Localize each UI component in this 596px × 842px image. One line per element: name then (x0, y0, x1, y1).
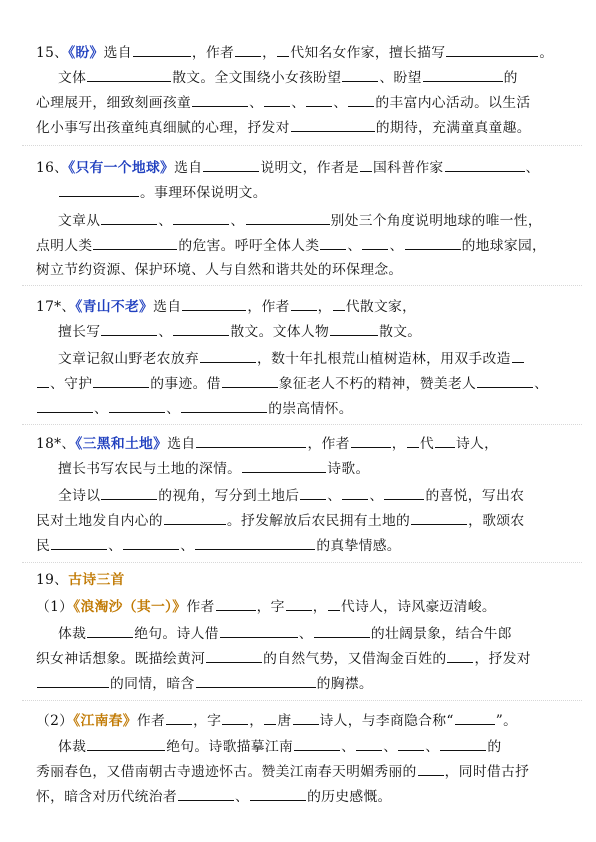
text-line (36, 398, 353, 419)
text-line (36, 535, 401, 556)
line-text: 、 (94, 401, 109, 417)
section-title: 《浪淘沙（其一）》 (73, 599, 187, 615)
line-text: 18*、 (36, 436, 76, 452)
text-line (36, 648, 531, 669)
blank-line[interactable] (512, 348, 524, 363)
blank-line[interactable] (235, 42, 261, 57)
blank-line[interactable] (435, 433, 455, 448)
line-text: 选自 (167, 436, 196, 452)
text-line (36, 373, 548, 394)
line-text: ，字 (193, 713, 222, 729)
blank-line[interactable] (222, 710, 248, 725)
blank-line[interactable] (320, 235, 346, 250)
line-text: 、守护 (50, 376, 93, 392)
line-text: 体裁 (58, 739, 87, 755)
line-text: 绝句。诗人借 (134, 626, 219, 642)
blank-line[interactable] (411, 510, 467, 525)
line-text: 、 (166, 401, 181, 417)
blank-line[interactable] (418, 761, 444, 776)
line-text: 文章从 (58, 213, 101, 229)
line-text: 。事理环保说明文。 (140, 185, 267, 201)
blank-line[interactable] (291, 296, 317, 311)
line-text: ，抒发对 (474, 651, 531, 667)
blank-line[interactable] (133, 42, 191, 57)
line-text: 。抒发解放后农民拥有土地的 (226, 513, 411, 529)
line-text: 树立节约资源、保护环境、人与自然和谐共处的环保理念。 (36, 262, 403, 278)
blank-line[interactable] (101, 210, 157, 225)
blank-line[interactable] (173, 210, 229, 225)
line-text: 、 (158, 324, 173, 340)
line-text: 诗歌。 (327, 461, 370, 477)
text-line (58, 485, 524, 506)
line-text: ， (262, 45, 277, 61)
text-line (36, 260, 403, 280)
blank-line[interactable] (195, 535, 315, 550)
line-text: ”。 (495, 713, 518, 729)
text-line (36, 296, 416, 317)
blank-line[interactable] (440, 736, 486, 751)
line-text: 的 (487, 739, 502, 755)
blank-line[interactable] (398, 736, 424, 751)
line-text: 散文。 (379, 324, 422, 340)
line-text: 。 (539, 45, 554, 61)
blank-line[interactable] (384, 485, 424, 500)
section-separator (22, 562, 582, 563)
line-text: ， (391, 436, 406, 452)
line-text: 诗人，与李商隐合称“ (319, 713, 454, 729)
blank-line[interactable] (328, 596, 340, 611)
text-line (36, 673, 373, 694)
blank-line[interactable] (300, 485, 326, 500)
line-text: 选自 (153, 299, 182, 315)
line-text: 17*、 (36, 299, 76, 315)
blank-line[interactable] (206, 648, 262, 663)
blank-line[interactable] (293, 710, 319, 725)
line-text: 绝句。诗歌描摹江南 (166, 739, 294, 755)
line-text: 心理展开，细致刻画孩童 (36, 95, 192, 111)
blank-line[interactable] (360, 157, 372, 172)
line-text: 15、 (36, 45, 69, 61)
blank-line[interactable] (423, 67, 503, 82)
line-text: 的同情，暗含 (110, 676, 195, 692)
blank-line[interactable] (192, 92, 248, 107)
blank-line[interactable] (294, 736, 340, 751)
line-text: 的胸襟。 (316, 676, 373, 692)
line-text: 、 (333, 95, 348, 111)
line-text: 、 (291, 95, 306, 111)
text-line (36, 596, 496, 617)
line-text: 代 (419, 436, 434, 452)
section-title: 古诗三首 (68, 572, 125, 588)
blank-line[interactable] (37, 373, 49, 388)
blank-line[interactable] (203, 157, 259, 172)
line-text: 散文。全文围绕小女孩盼望 (172, 70, 342, 86)
line-text: 全诗以 (58, 488, 101, 504)
blank-line[interactable] (37, 673, 109, 688)
text-line (36, 761, 529, 782)
blank-line[interactable] (93, 235, 177, 250)
line-text: 的丰富内心活动。以生活 (375, 95, 531, 111)
line-text: 的自然气势，又借淘金百姓的 (263, 651, 447, 667)
line-text: 体裁 (58, 626, 87, 642)
line-text: 点明人类 (36, 238, 93, 254)
text-line (36, 157, 540, 178)
text-line (58, 348, 525, 369)
line-text: （1） (36, 599, 74, 615)
blank-line[interactable] (330, 321, 378, 336)
blank-line[interactable] (93, 373, 149, 388)
line-text: 作者 (136, 713, 166, 729)
blank-line[interactable] (306, 92, 332, 107)
blank-line[interactable] (101, 321, 157, 336)
blank-line[interactable] (264, 92, 290, 107)
section-title: 《只有一个地球》 (68, 160, 175, 176)
line-text: ，作者 (247, 299, 290, 315)
line-text: 国科普作家 (373, 160, 444, 176)
text-line (36, 235, 546, 256)
text-line (36, 92, 530, 113)
blank-line[interactable] (477, 373, 533, 388)
blank-line[interactable] (407, 433, 419, 448)
line-text: 别处三个角度说明地球的唯一性， (330, 213, 542, 229)
line-text: 的喜悦，写出农 (425, 488, 525, 504)
text-line (58, 182, 267, 203)
blank-line[interactable] (87, 623, 133, 638)
line-text: 、 (425, 739, 440, 755)
line-text: 诗人， (455, 436, 499, 452)
line-text: 、 (108, 538, 123, 554)
blank-line[interactable] (178, 786, 234, 801)
text-line (36, 42, 553, 63)
blank-line[interactable] (101, 485, 157, 500)
line-text: 选自 (103, 45, 132, 61)
text-line (58, 321, 421, 342)
text-line (36, 786, 392, 807)
line-text: 代知名女作家，擅长描写 (290, 45, 446, 61)
blank-line[interactable] (109, 398, 165, 413)
blank-line[interactable] (286, 596, 312, 611)
line-text: ，作者 (191, 45, 235, 61)
blank-line[interactable] (405, 235, 461, 250)
line-text: 、 (158, 213, 173, 229)
section-title: 《盼》 (68, 45, 104, 61)
line-text: 的视角，写分到土地后 (158, 488, 300, 504)
blank-line[interactable] (342, 67, 378, 82)
section-separator (22, 424, 582, 425)
line-text: 的事迹。借 (150, 376, 221, 392)
section-separator (22, 700, 582, 701)
line-text: 选自 (174, 160, 203, 176)
line-text: 民对土地发自内心的 (36, 513, 163, 529)
text-line (36, 510, 525, 531)
blank-line[interactable] (455, 710, 495, 725)
line-text: ，作者 (307, 436, 350, 452)
text-line (58, 210, 542, 231)
line-text: 的崇高情怀。 (268, 401, 353, 417)
line-text: （2） (36, 713, 74, 729)
line-text: ，字 (256, 599, 285, 615)
text-line (58, 458, 370, 479)
blank-line[interactable] (356, 736, 382, 751)
section-title: 《江南春》 (73, 713, 137, 729)
line-text: 、 (369, 488, 384, 504)
line-text: 、 (341, 739, 356, 755)
blank-line[interactable] (196, 433, 306, 448)
line-text: 、盼望 (379, 70, 422, 86)
line-text: 秀丽春色，又借南朝古寺遗迹怀古。赞美江南春天明媚秀丽的 (36, 764, 417, 780)
line-text: ，同时借古抒 (444, 764, 530, 780)
line-text: 化小事写出孩童纯真细腻的心理，抒发对 (36, 120, 290, 136)
line-text: 、 (347, 238, 362, 254)
blank-line[interactable] (216, 596, 256, 611)
blank-line[interactable] (264, 710, 276, 725)
blank-line[interactable] (196, 673, 316, 688)
blank-line[interactable] (351, 433, 391, 448)
line-text: 民 (36, 538, 51, 554)
line-text: 的壮阔景象，结合牛郎 (370, 626, 512, 642)
section-title: 《三黑和土地》 (75, 436, 168, 452)
text-line (36, 570, 125, 590)
blank-line[interactable] (342, 485, 368, 500)
blank-line[interactable] (277, 42, 289, 57)
line-text: 的期待，充满童真童趣。 (375, 120, 531, 136)
blank-line[interactable] (447, 648, 473, 663)
blank-line[interactable] (200, 348, 256, 363)
line-text: 的危害。呼吁全体人类 (178, 238, 320, 254)
blank-line[interactable] (164, 510, 226, 525)
line-text: 、 (389, 238, 404, 254)
line-text: 代诗人，诗风豪迈清峻。 (340, 599, 496, 615)
blank-line[interactable] (123, 535, 179, 550)
line-text: 擅长书写农民与土地的深情。 (58, 461, 242, 477)
section-separator (22, 145, 582, 146)
blank-line[interactable] (173, 321, 229, 336)
line-text: 、 (525, 160, 540, 176)
line-text: ， (317, 299, 332, 315)
text-line (58, 623, 512, 644)
blank-line[interactable] (445, 157, 525, 172)
line-text: ， (312, 599, 327, 615)
blank-line[interactable] (446, 42, 538, 57)
blank-line[interactable] (242, 458, 326, 473)
section-separator (22, 285, 582, 286)
line-text: 、 (234, 789, 250, 805)
blank-line[interactable] (166, 710, 192, 725)
blank-line[interactable] (87, 67, 171, 82)
line-text: 的地球家园， (461, 238, 547, 254)
blank-line[interactable] (59, 182, 139, 197)
line-text: 、 (298, 626, 313, 642)
line-text: 文体 (58, 70, 87, 86)
line-text: 作者 (186, 599, 215, 615)
line-text: 19、 (36, 572, 69, 588)
blank-line[interactable] (348, 92, 374, 107)
line-text: 的 (503, 70, 518, 86)
blank-line[interactable] (333, 296, 345, 311)
line-text: 、 (180, 538, 195, 554)
line-text: 文章记叙山野老农放弃 (58, 351, 199, 367)
line-text: 、 (249, 95, 264, 111)
line-text: 、 (383, 739, 398, 755)
line-text: 的真挚情感。 (316, 538, 401, 554)
line-text: ，数十年扎根荒山植树造林，用双手改造 (256, 351, 511, 367)
line-text: ，歌颂农 (468, 513, 525, 529)
line-text: 织女神话想象。既描绘黄河 (36, 651, 206, 667)
line-text: 怀，暗含对历代统治者 (36, 789, 177, 805)
blank-line[interactable] (246, 210, 330, 225)
blank-line[interactable] (37, 398, 93, 413)
line-text: 16、 (36, 160, 69, 176)
blank-line[interactable] (181, 398, 267, 413)
line-text: ， (249, 713, 264, 729)
line-text: 的历史感慨。 (307, 789, 392, 805)
line-text: 象征老人不朽的精神，赞美老人 (278, 376, 477, 392)
blank-line[interactable] (220, 623, 298, 638)
line-text: 、 (534, 376, 549, 392)
blank-line[interactable] (362, 235, 388, 250)
line-text: 擅长写 (58, 324, 101, 340)
line-text: 说明文，作者是 (260, 160, 360, 176)
line-text: 、 (230, 213, 245, 229)
text-line (36, 433, 498, 454)
text-line (58, 67, 518, 88)
line-text: 散文。文体人物 (230, 324, 330, 340)
text-line (58, 736, 502, 757)
blank-line[interactable] (87, 736, 165, 751)
section-title: 《青山不老》 (75, 299, 154, 315)
blank-line[interactable] (222, 373, 278, 388)
line-text: 代散文家， (345, 299, 417, 315)
text-line (36, 117, 531, 138)
line-text: 唐 (277, 713, 292, 729)
line-text: 、 (327, 488, 342, 504)
blank-line[interactable] (250, 786, 306, 801)
blank-line[interactable] (182, 296, 246, 311)
blank-line[interactable] (291, 117, 375, 132)
blank-line[interactable] (314, 623, 370, 638)
text-line (36, 710, 517, 731)
blank-line[interactable] (51, 535, 107, 550)
